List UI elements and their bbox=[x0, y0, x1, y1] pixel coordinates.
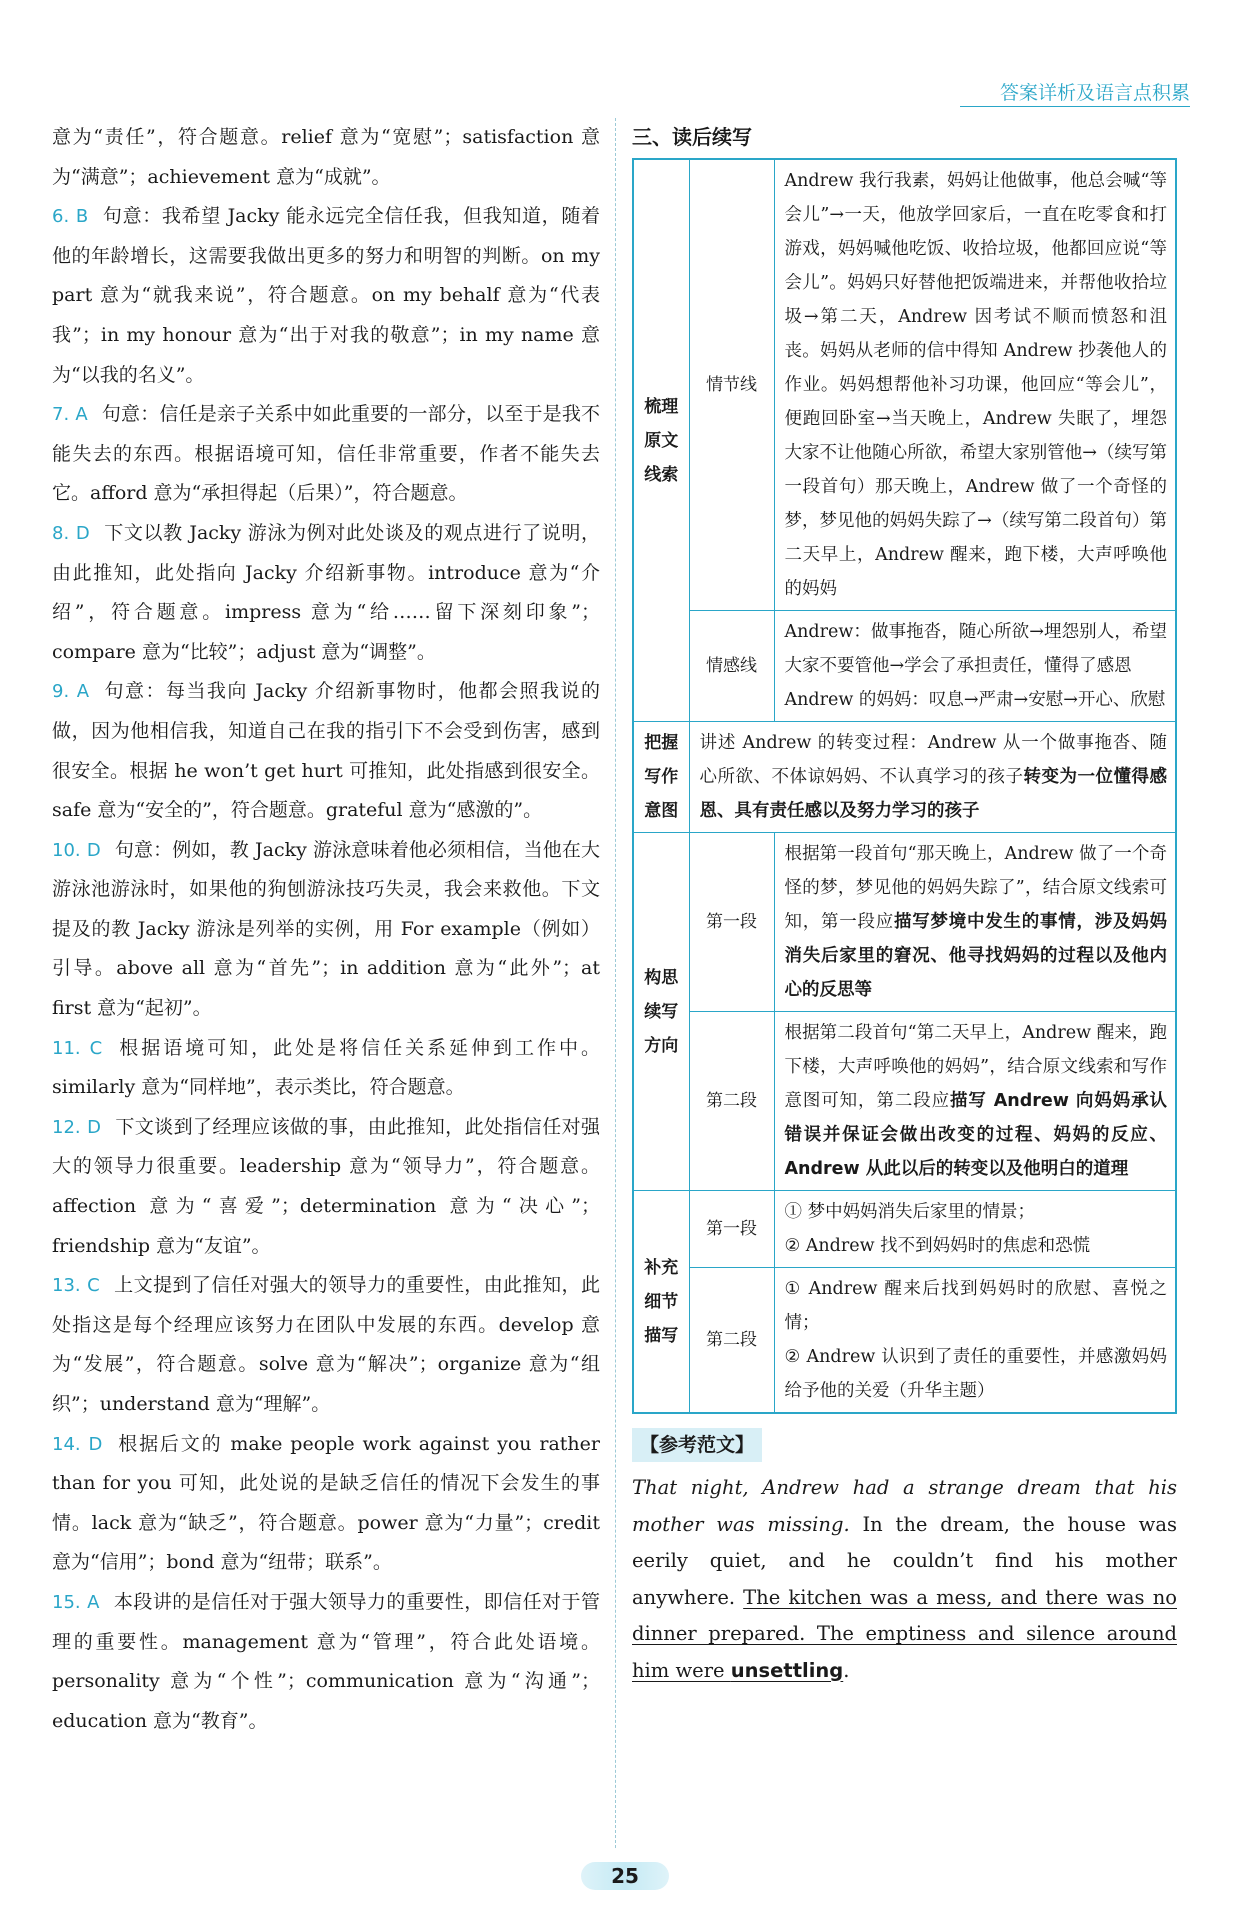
question-number: 10. bbox=[52, 839, 81, 861]
detail-para1-cell bbox=[774, 1191, 1176, 1268]
column-divider bbox=[615, 118, 616, 1848]
detail-para1-label: 第一段 bbox=[689, 1191, 774, 1268]
reading-writing-table bbox=[632, 158, 1177, 1414]
explanation-text: 根据语境可知，此处是将信任关系延伸到工作中。similarly 意为“同样地”，表示类比，符合题意。 bbox=[52, 1036, 600, 1099]
answer-letter: D bbox=[88, 1433, 103, 1455]
explanation-text: 句意：例如，教 Jacky 游泳意味着他必须相信，当他在大游泳池游泳时，如果他的狗刨游泳技巧失灵，我会来救他。下文提及的教 Jacky 游泳是列举的实例，用 For example（例如）引导。above all 意为“首先”；in addition 意为“此外”；at first 意为“起初”。 bbox=[52, 838, 600, 1020]
plot-line-text: Andrew 我行我素，妈妈让他做事，他总会喊“等会儿”→一天，他放学回家后，一直在吃零食和打游戏，妈妈喊他吃饭、收拾垃圾，他都回应说“等会儿”。妈妈只好替他把饭端进来，并帮他收拾垃圾→第二天，Andrew 因考试不顺而愤怒和沮丧。妈妈从老师的信中得知 Andrew 抄袭他人的作业。妈妈想帮他补习功课，他回应“等会儿”，便跑回卧室→当天晚上，Andrew 失眠了，埋怨大家不让他随心所欲，希望大家别管他→（续写第一段首句）那天晚上，Andrew 做了一个奇怪的梦，梦见他的妈妈失踪了→（续写第二段首句）第二天早上，Andrew 醒来，跑下楼，大声呼唤他的妈妈 bbox=[774, 159, 1176, 611]
answer-entry bbox=[52, 118, 600, 197]
reference-tag: 【参考范文】 bbox=[632, 1428, 762, 1462]
detail-para1-item2: ② Andrew 找不到妈妈时的焦虑和恐慌 bbox=[784, 1236, 1091, 1256]
answer-entry bbox=[52, 1029, 600, 1108]
intent-text: 讲述 Andrew 的转变过程：Andrew 从一个做事拖沓、随心所欲、不体谅妈妈、不认真学习的孩子 bbox=[699, 733, 1167, 787]
answer-letter: C bbox=[89, 1037, 103, 1059]
header-title: 答案详析及语言点积累 bbox=[999, 82, 1190, 104]
explanation-text: 句意：我希望 Jacky 能永远完全信任我，但我知道，随着他的年龄增长，这需要我做出更多的努力和明智的判断。on my part 意为“就我来说”，符合题意。on my behalf 意为“代表我”；in my honour 意为“出于对我的敬意”；in my name 意为“以我的名义”。 bbox=[52, 205, 600, 386]
direction-para2-label: 第二段 bbox=[689, 1012, 774, 1191]
detail-para2-label: 第二段 bbox=[689, 1268, 774, 1414]
question-number: 8. bbox=[52, 522, 70, 544]
direction-para2-bold: 描写 Andrew 向妈妈承认错误并保证会做出改变的过程、妈妈的反应、Andrew 从此以后的转变以及他明白的道理 bbox=[784, 1091, 1167, 1179]
detail-para1-item1: ① 梦中妈妈消失后家里的情景； bbox=[784, 1202, 1036, 1222]
intent-cell bbox=[689, 722, 1176, 833]
emotion-line-cell bbox=[774, 611, 1176, 722]
intent-bold: 转变为一位懂得感恩、具有责任感以及努力学习的孩子 bbox=[699, 767, 1167, 821]
question-number: 7. bbox=[52, 404, 70, 426]
explanation-text: 根据后文的 make people work against you rather than for you 可知，此处说的是缺乏信任的情况下会发生的事情。lack 意为“缺乏”，符合题意。power 意为“力量”；credit 意为“信用”；bond 意为“纽带；联系”。 bbox=[52, 1432, 600, 1574]
answer-entry bbox=[52, 514, 600, 672]
answer-entry bbox=[52, 395, 600, 514]
direction-para1-cell bbox=[774, 833, 1176, 1012]
essay-bold-word: unsettling bbox=[730, 1658, 844, 1682]
answer-letter: C bbox=[87, 1275, 100, 1297]
explanation-text: 下文以教 Jacky 游泳为例对此处谈及的观点进行了说明，由此推知，此处指向 Jacky 介绍新事物。introduce 意为“介绍”，符合题意。impress 意为“给……留下深刻印象”；compare 意为“比较”；adjust 意为“调整”。 bbox=[52, 521, 600, 663]
page-number-text: 25 bbox=[581, 1862, 669, 1890]
question-number: 12. bbox=[52, 1116, 81, 1138]
answer-entry bbox=[52, 1108, 600, 1266]
essay-italic: That night, Andrew had a strange dream that his mother was missing. bbox=[632, 1476, 1177, 1536]
right-column bbox=[632, 118, 1192, 1689]
section-title: 三、读后续写 bbox=[632, 125, 752, 149]
direction-para1-text: 根据第一段首句“那天晚上，Andrew 做了一个奇怪的梦，梦见他的妈妈失踪了”，结合原文线索可知，第一段应 bbox=[784, 844, 1167, 932]
answer-letter: D bbox=[87, 1116, 101, 1138]
emotion-line-mother: Andrew 的妈妈：叹息→严肃→安慰→开心、欣慰 bbox=[784, 690, 1166, 710]
answer-entry bbox=[52, 197, 600, 395]
direction-para1-label: 第一段 bbox=[689, 833, 774, 1012]
question-number: 9. bbox=[52, 681, 70, 703]
answer-letter: B bbox=[75, 206, 89, 228]
group-label-intent: 把握写作意图 bbox=[633, 722, 689, 833]
essay-end: . bbox=[843, 1658, 850, 1682]
question-number: 13. bbox=[52, 1275, 81, 1297]
page-number bbox=[0, 1862, 1250, 1890]
group-label-direction: 构思续写方向 bbox=[633, 833, 689, 1191]
left-column bbox=[52, 118, 600, 1741]
explanation-text: 下文谈到了经理应该做的事，由此推知，此处指信任对强大的领导力很重要。leadership 意为“领导力”，符合题意。affection 意为“喜爱”；determination 意为“决心”；friendship 意为“友谊”。 bbox=[52, 1115, 600, 1257]
question-number: 11. bbox=[52, 1037, 81, 1059]
answer-letter: A bbox=[75, 404, 88, 426]
answer-letter: A bbox=[87, 1591, 100, 1613]
direction-para2-text: 根据第二段首句“第二天早上，Andrew 醒来，跑下楼，大声呼唤他的妈妈”，结合原文线索和写作意图可知，第二段应 bbox=[784, 1023, 1167, 1111]
question-number: 6. bbox=[52, 206, 70, 228]
essay-underlined: The kitchen was a mess, and there was no dinner prepared. The emptiness and silence around him were bbox=[632, 1585, 1177, 1682]
reference-essay bbox=[632, 1470, 1177, 1689]
explanation-text: 上文提到了信任对强大的领导力的重要性，由此推知，此处指这是每个经理应该努力在团队中发展的东西。develop 意为“发展”，符合题意。solve 意为“解决”；organize 意为“组织”；understand 意为“理解”。 bbox=[52, 1274, 600, 1415]
explanation-text: 本段讲的是信任对于强大领导力的重要性，即信任对于管理的重要性。management 意为“管理”，符合此处语境。personality 意为“个性”；communication 意为“沟通”；education 意为“教育”。 bbox=[52, 1590, 600, 1732]
explanation-text: 意为“责任”，符合题意。relief 意为“宽慰”；satisfaction 意为“满意”；achievement 意为“成就”。 bbox=[52, 126, 600, 188]
direction-para1-bold: 描写梦境中发生的事情，涉及妈妈消失后家里的窘况、他寻找妈妈的过程以及他内心的反思等 bbox=[784, 912, 1167, 1000]
direction-para2-cell bbox=[774, 1012, 1176, 1191]
emotion-line-andrew: Andrew：做事拖沓，随心所欲→埋怨别人，希望大家不要管他→学会了承担责任，懂得了感恩 bbox=[784, 622, 1167, 676]
essay-plain: In the dream, the house was eerily quiet, and he couldn’t find his mother anywhere. bbox=[632, 1512, 1177, 1609]
group-label-details: 补充细节描写 bbox=[633, 1191, 689, 1414]
explanation-text: 句意：每当我向 Jacky 介绍新事物时，他都会照我说的做，因为他相信我，知道自己在我的指引下不会受到伤害，感到很安全。根据 he won’t get hurt 可推知，此处指感到很安全。safe 意为“安全的”，符合题意。grateful 意为“感激的”。 bbox=[52, 680, 600, 822]
question-number: 15. bbox=[52, 1591, 81, 1613]
answer-entry bbox=[52, 1266, 600, 1424]
question-number: 14. bbox=[52, 1433, 81, 1455]
detail-para2-cell bbox=[774, 1268, 1176, 1414]
emotion-line-label: 情感线 bbox=[689, 611, 774, 722]
answer-entry bbox=[52, 672, 600, 830]
detail-para2-item2: ② Andrew 认识到了责任的重要性，并感激妈妈给予他的关爱（升华主题） bbox=[784, 1347, 1167, 1401]
answer-letter: D bbox=[75, 522, 90, 544]
plot-line-label: 情节线 bbox=[689, 159, 774, 611]
answer-letter: D bbox=[86, 839, 101, 861]
answer-entry bbox=[52, 831, 600, 1029]
answer-letter: A bbox=[76, 681, 90, 703]
header-rule bbox=[960, 106, 1190, 107]
answer-entry bbox=[52, 1425, 600, 1583]
explanation-text: 句意：信任是亲子关系中如此重要的一部分，以至于是我不能失去的东西。根据语境可知，信任非常重要，作者不能失去它。afford 意为“承担得起（后果）”，符合题意。 bbox=[52, 403, 600, 505]
detail-para2-item1: ① Andrew 醒来后找到妈妈时的欣慰、喜悦之情； bbox=[784, 1279, 1167, 1333]
answer-entry bbox=[52, 1583, 600, 1741]
group-label-clues: 梳理原文线索 bbox=[633, 159, 689, 722]
